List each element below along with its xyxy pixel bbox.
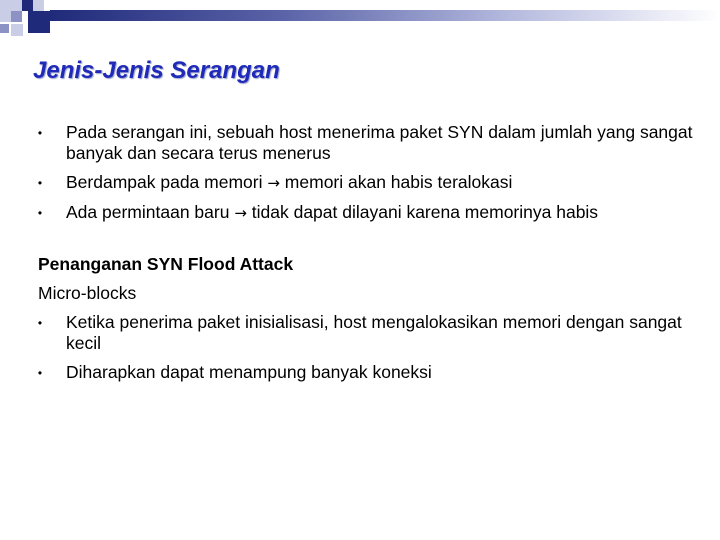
- list-item: [38, 202, 708, 224]
- list-item-text: memori akan habis teralokasi: [279, 172, 513, 192]
- slide-content: [38, 122, 708, 391]
- list-item: [38, 312, 708, 354]
- bullet-marker: •: [37, 206, 43, 220]
- spacer: [38, 232, 708, 254]
- decor-square: [11, 11, 22, 22]
- header-gradient-bar: [50, 10, 720, 21]
- list-item-text: Ketika penerima paket inisialisasi, host mengalokasikan memori dengan sangat kecil: [66, 312, 682, 353]
- decor-square: [33, 0, 44, 11]
- arrow-right-icon: →: [267, 174, 280, 192]
- section-subheading: Micro-blocks: [38, 283, 137, 303]
- list-item-text: Berdampak pada memori: [66, 172, 268, 192]
- bullet-list-bottom: [38, 312, 708, 383]
- list-item-text: Pada serangan ini, sebuah host menerima paket SYN dalam jumlah yang sangat banyak dan secara terus menerus: [66, 122, 693, 163]
- section-heading: Penanganan SYN Flood Attack: [38, 254, 294, 274]
- arrow-right-icon: →: [234, 204, 247, 222]
- list-item: [38, 362, 708, 383]
- decor-square: [11, 24, 23, 36]
- slide-title: Jenis-Jenis Serangan: [33, 57, 280, 84]
- decor-square: [22, 0, 33, 11]
- list-item: [38, 172, 708, 194]
- bullet-list-top: [38, 122, 708, 224]
- bullet-marker: •: [37, 316, 43, 330]
- bullet-marker: •: [37, 176, 43, 190]
- decor-square: [0, 24, 9, 33]
- bullet-marker: •: [37, 126, 43, 140]
- bullet-marker: •: [37, 366, 43, 380]
- list-item: [38, 122, 708, 164]
- decor-square: [28, 11, 50, 33]
- list-item-text: Ada permintaan baru: [66, 202, 235, 222]
- list-item-text: tidak dapat dilayani karena memorinya habis: [246, 202, 599, 222]
- list-item-text: Diharapkan dapat menampung banyak koneksi: [66, 362, 432, 382]
